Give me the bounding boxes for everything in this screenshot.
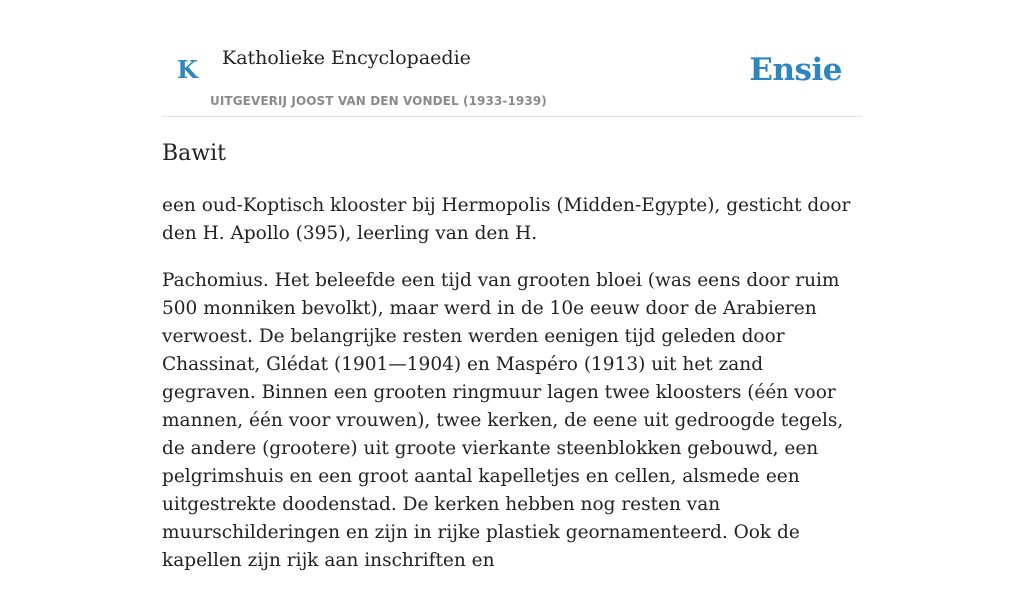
ensie-logo-link[interactable]: Ensie xyxy=(749,52,842,88)
entry-paragraph: een oud-Koptisch klooster bij Hermopolis (Midden-Egypte), gesticht door den H. Apollo (395), leerling van den H. xyxy=(162,195,851,244)
publication-title[interactable]: Katholieke Encyclopaedie xyxy=(222,47,471,69)
entry-title: Bawit xyxy=(162,141,226,166)
entry-paragraph: Pachomius. Het beleefde een tijd van grooten bloei (was eens door ruim 500 monniken bevolkt), maar werd in de 10e eeuw door de Arabieren verwoest. De belangrijke resten werden eenigen tijd geleden door Chassinat, Glédat (1901—1904) en Maspéro (1913) uit het zand gegraven. Binnen een grooten ringmuur lagen twee kloosters (één voor mannen, één voor vrouwen), twee kerken, de eene uit gedroogde tegels, de andere (grootere) uit groote vierkante steenblokken gebouwd, een pelgrimshuis en een groot aantal kapelletjes en cellen, alsmede een uitgestrekte doodenstad. De kerken hebben nog resten van muurschilderingen en zijn in rijke plastiek geornamenteerd. Ook de kapellen zijn rijk aan inschriften en xyxy=(162,270,844,571)
entry-body xyxy=(162,192,862,594)
publication-logo-icon[interactable]: K xyxy=(177,55,198,84)
site-header xyxy=(162,0,862,117)
publication-subtitle: UITGEVERIJ JOOST VAN DEN VONDEL (1933-1939) xyxy=(210,94,547,108)
